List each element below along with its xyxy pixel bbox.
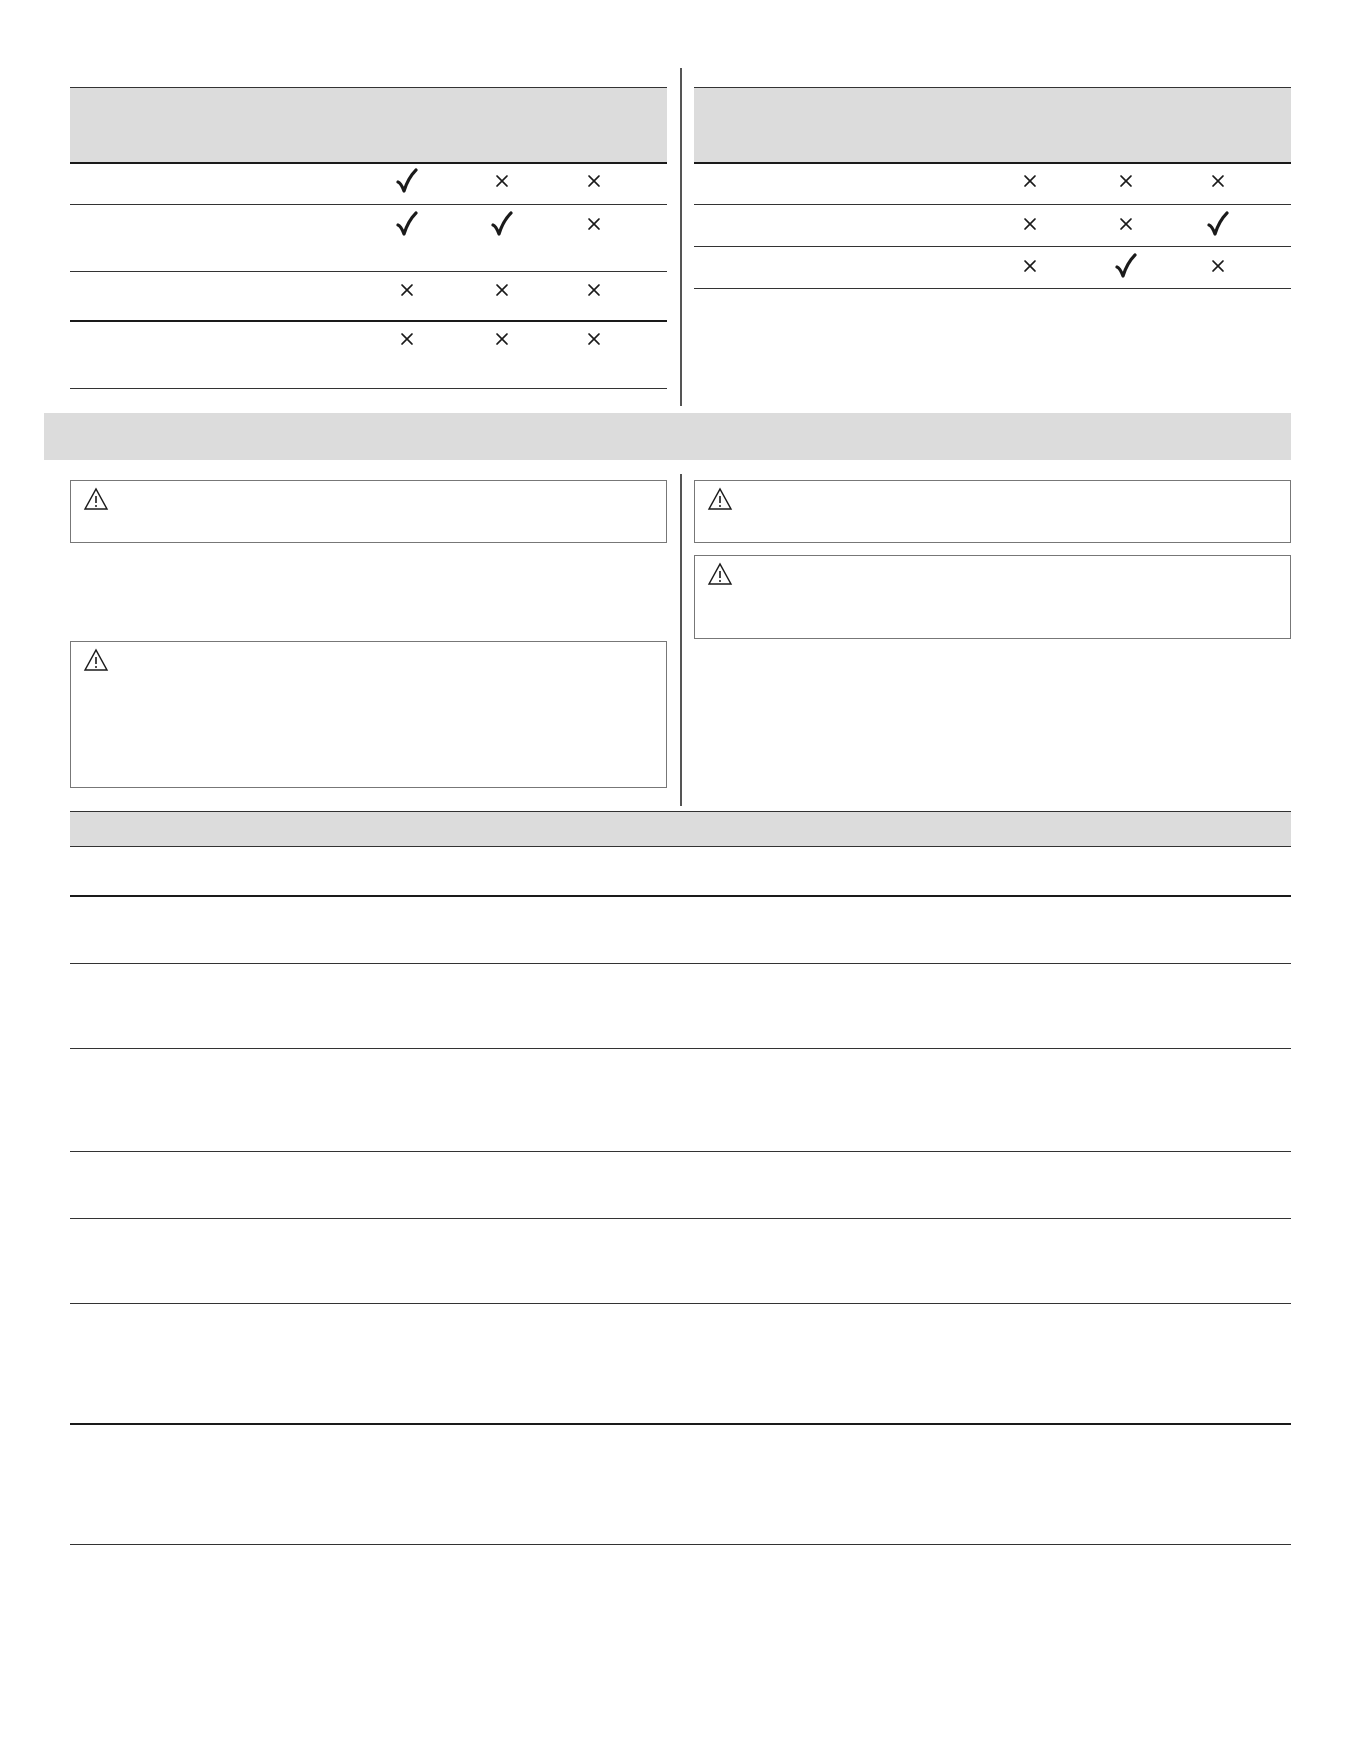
warning-triangle-icon bbox=[83, 648, 109, 677]
cross-icon bbox=[1015, 251, 1045, 281]
warning-triangle-icon bbox=[707, 562, 733, 591]
left-table-rule bbox=[70, 271, 667, 272]
cross-icon bbox=[1015, 166, 1045, 196]
bottom-table-rule bbox=[70, 895, 1291, 897]
cross-icon bbox=[487, 324, 517, 354]
warning-box bbox=[70, 641, 667, 788]
bottom-table-rule bbox=[70, 1048, 1291, 1049]
right-table-rule bbox=[694, 204, 1291, 205]
section-heading-band bbox=[44, 413, 1291, 460]
cross-icon bbox=[579, 209, 609, 239]
cross-icon bbox=[1015, 209, 1045, 239]
cross-icon bbox=[579, 275, 609, 305]
right-table-header bbox=[694, 88, 1291, 162]
column-divider bbox=[680, 474, 682, 806]
cross-icon bbox=[487, 166, 517, 196]
bottom-table-rule bbox=[70, 811, 1291, 812]
left-table-header bbox=[70, 88, 667, 162]
warning-triangle-icon bbox=[707, 487, 733, 516]
warning-box bbox=[694, 555, 1291, 639]
check-icon bbox=[392, 209, 422, 239]
cross-icon bbox=[1203, 251, 1233, 281]
bottom-table-rule bbox=[70, 963, 1291, 964]
check-icon bbox=[1111, 251, 1141, 281]
cross-icon bbox=[1111, 166, 1141, 196]
right-table-rule bbox=[694, 246, 1291, 247]
bottom-table-rule bbox=[70, 1544, 1291, 1545]
cross-icon bbox=[487, 275, 517, 305]
cross-icon bbox=[579, 324, 609, 354]
left-table-rule bbox=[70, 388, 667, 389]
right-table-rule bbox=[694, 162, 1291, 164]
bottom-table-rule bbox=[70, 1423, 1291, 1425]
cross-icon bbox=[579, 166, 609, 196]
cross-icon bbox=[1203, 166, 1233, 196]
right-table-rule bbox=[694, 87, 1291, 88]
right-table-rule bbox=[694, 288, 1291, 289]
check-icon bbox=[1203, 209, 1233, 239]
bottom-table-rule bbox=[70, 846, 1291, 847]
warning-box bbox=[70, 480, 667, 543]
warning-box bbox=[694, 480, 1291, 543]
cross-icon bbox=[392, 275, 422, 305]
check-icon bbox=[487, 209, 517, 239]
bottom-table-rule bbox=[70, 1151, 1291, 1152]
bottom-table-rule bbox=[70, 1218, 1291, 1219]
left-table-rule bbox=[70, 162, 667, 164]
cross-icon bbox=[1111, 209, 1141, 239]
cross-icon bbox=[392, 324, 422, 354]
warning-triangle-icon bbox=[83, 487, 109, 516]
left-table-rule bbox=[70, 320, 667, 322]
column-divider bbox=[680, 68, 682, 406]
left-table-rule bbox=[70, 204, 667, 205]
left-table-rule bbox=[70, 87, 667, 88]
bottom-table-rule bbox=[70, 1303, 1291, 1304]
bottom-table-header bbox=[70, 812, 1291, 846]
check-icon bbox=[392, 166, 422, 196]
